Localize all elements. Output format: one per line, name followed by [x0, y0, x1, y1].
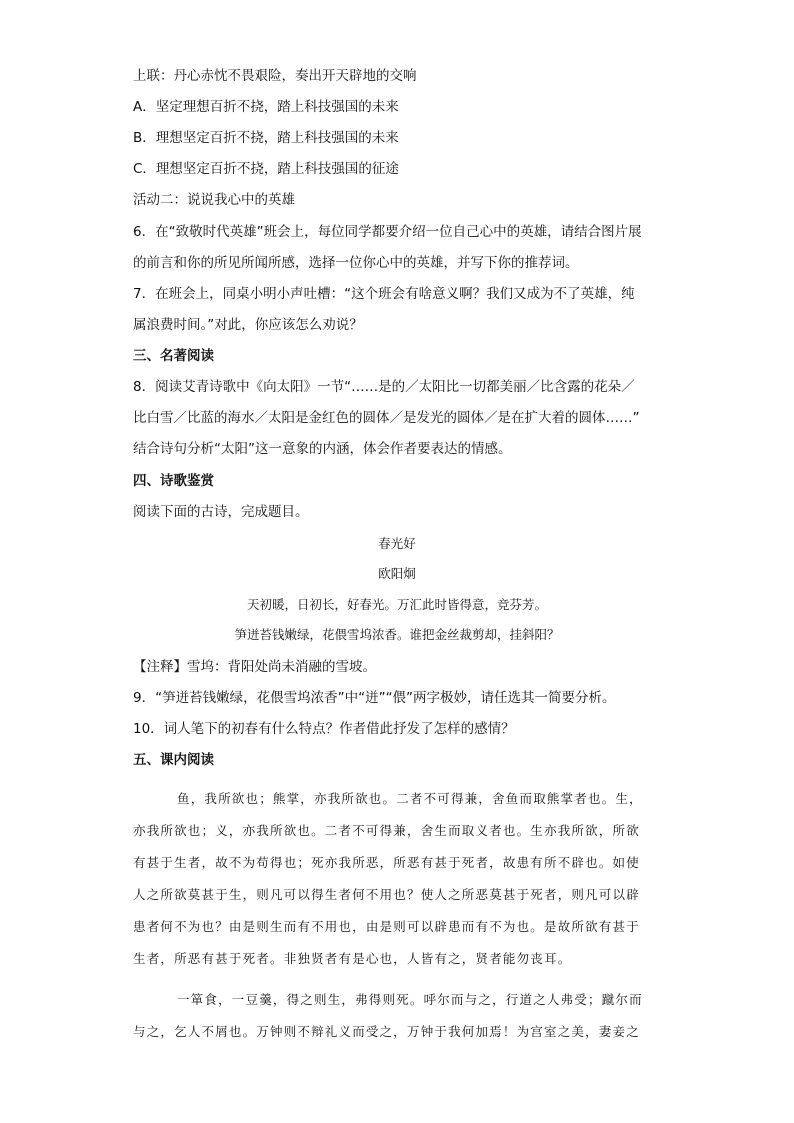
section-5-heading: 五、课内阅读 — [133, 752, 214, 768]
classical-text-line-4: 人之所欲莫甚于生，则凡可以得生者何不用也？使人之所恶莫甚于死者，则凡可以辟 — [133, 887, 640, 902]
poem-author: 欧阳炯 — [378, 566, 416, 581]
poem-instruction: 阅读下面的古诗，完成题目。 — [133, 504, 309, 520]
section-3-heading: 三、名著阅读 — [133, 348, 214, 364]
question-6-line-1: 6．在“致敬时代英雄”班会上，每位同学都要介绍一位自己心中的英雄，请结合图片展 — [133, 224, 642, 240]
option-b: B．理想坚定百折不挠，踏上科技强国的未来 — [133, 130, 399, 146]
classical-text-line-6: 生者，所恶有甚于死者。非独贤者有是心也，人皆有之，贤者能勿丧耳。 — [133, 951, 572, 966]
poem-annotation: 【注释】雪坞：背阳处尚未消融的雪坡。 — [133, 659, 376, 675]
question-8-line-3: 结合诗句分析“太阳”这一意象的内涵，体会作者要表达的情感。 — [133, 441, 512, 457]
option-c: C．理想坚定百折不挠，踏上科技强国的征途 — [133, 161, 399, 177]
question-8-line-2: 比白雪／比蓝的海水／太阳是金红色的圆体／是发光的圆体／是在扩大着的圆体……” — [133, 410, 640, 426]
classical-text-line-7: 一箪食，一豆羹，得之则生，弗得则死。呼尔而与之，行道之人弗受；蹴尔而 — [177, 992, 643, 1007]
classical-text-line-3: 有甚于生者，故不为苟得也；死亦我所恶，所恶有甚于死者，故患有所不辟也。如使 — [133, 855, 640, 870]
classical-text-line-5: 患者何不为也？由是则生而有不用也，由是则可以辟患而有不为也。是故所欲有甚于 — [133, 919, 640, 934]
poem-title: 春光好 — [378, 536, 416, 551]
question-10: 10．词人笔下的初春有什么特点？作者借此抒发了怎样的感情？ — [133, 721, 515, 737]
section-4-heading: 四、诗歌鉴赏 — [133, 473, 214, 489]
classical-text-line-2: 亦我所欲也；义，亦我所欲也。二者不可得兼，舍生而取义者也。生亦我所欲，所欲 — [133, 823, 640, 838]
classical-text-line-1: 鱼，我所欲也；熊掌，亦我所欲也。二者不可得兼，舍鱼而取熊掌者也。生， — [177, 791, 643, 806]
question-6-line-2: 的前言和你的所见所闻所感，选择一位你心中的英雄，并写下你的推荐词。 — [133, 255, 579, 271]
option-a: A．坚定理想百折不挠，踏上科技强国的未来 — [133, 99, 399, 115]
poem-line-1: 天初暖，日初长，好春光。万汇此时皆得意，竞芬芳。 — [246, 597, 547, 612]
question-9: 9．“笋迸苔钱嫩绿，花偎雪坞浓香”中“迸”“偎”两字极妙，请任选其一简要分析。 — [133, 690, 616, 706]
activity-two-heading: 活动二：说说我心中的英雄 — [133, 192, 295, 208]
poem-line-2: 笋迸苔钱嫩绿，花偎雪坞浓香。谁把金丝裁剪却，挂斜阳？ — [234, 627, 560, 642]
question-7-line-2: 属浪费时间。”对此，你应该怎么劝说？ — [133, 317, 363, 333]
couplet-upper-line: 上联：丹心赤忱不畏艰险，奏出开天辟地的交响 — [133, 68, 417, 84]
classical-text-line-8: 与之，乞人不屑也。万钟则不辩礼义而受之，万钟于我何加焉！为宫室之美，妻妾之 — [133, 1024, 640, 1039]
question-7-line-1: 7．在班会上，同桌小明小声吐槽：“这个班会有啥意义啊？我们又成为不了英雄，纯 — [133, 286, 635, 302]
question-8-line-1: 8．阅读艾青诗歌中《向太阳》一节“……是的／太阳比一切都美丽／比含露的花朵／ — [133, 379, 635, 395]
